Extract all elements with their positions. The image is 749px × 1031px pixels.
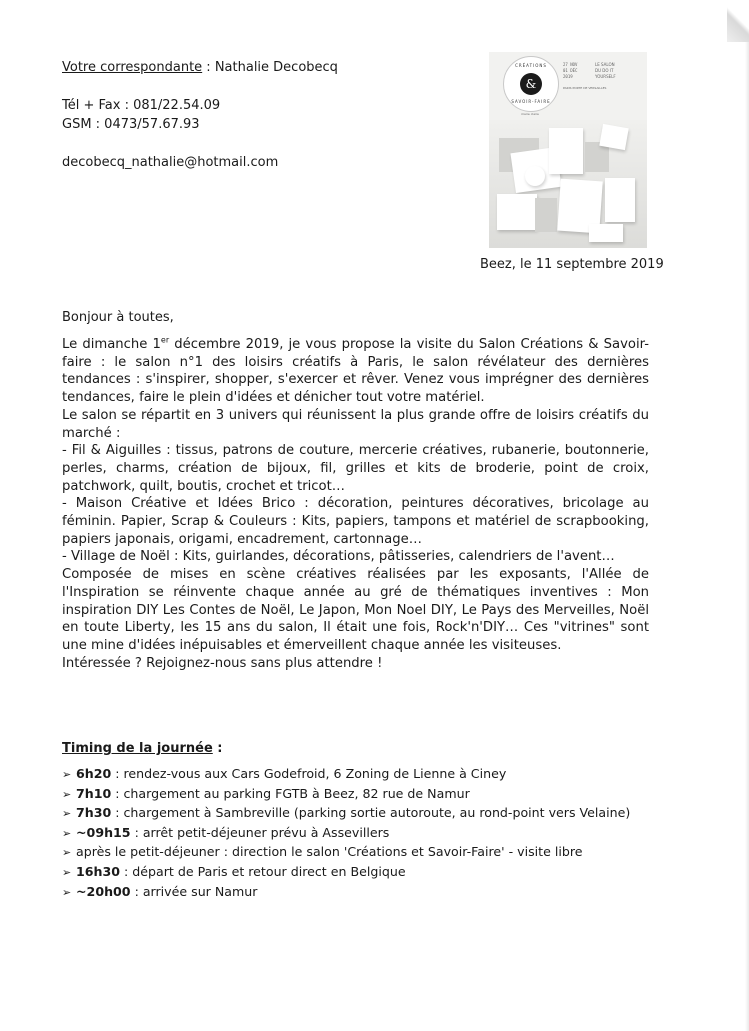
- schedule-text: : départ de Paris et retour direct en Belgique: [124, 863, 406, 879]
- schedule-text: : chargement à Sambreville (parking sortie autoroute, au rond-point vers Velaine): [115, 805, 631, 821]
- poster-dates: 27 NOV 01 DÉC 2019: [563, 62, 578, 79]
- intro-part1: Le dimanche 1: [62, 337, 161, 352]
- schedule-item: [62, 883, 702, 903]
- correspondent-line: [62, 58, 338, 77]
- arrow-bullet-icon: ➢: [62, 865, 72, 879]
- timing-heading: [62, 741, 223, 756]
- arrow-bullet-icon: ➢: [62, 807, 72, 821]
- body-paragraph: - Fil & Aiguilles : tissus, patrons de couture, mercerie créatives, rubanerie, boutonnerie, perles, charms, création de bijoux, fil, grilles et kits de broderie, point de croix, patchwork, quilt, boutis, crochet et tricot…: [62, 443, 649, 494]
- arrow-bullet-icon: ➢: [62, 846, 72, 860]
- contact-block: [62, 58, 338, 172]
- intro-part2: décembre 2019, je vous propose la visite du Salon Créations & Savoir-faire : le salon n°1 des loisirs créatifs à Paris, le salon révélateur des dernières tendances : s'inspirer, shopper, s'exercer et rêver. Venez vous imprégner des dernières tendances, faire le plein d'idées et dénicher tout votre matériel.: [62, 337, 649, 406]
- intro-superscript: er: [160, 335, 170, 345]
- correspondent-name: Nathalie Decobecq: [214, 60, 338, 75]
- letter-date: Beez, le 11 septembre 2019: [480, 257, 664, 272]
- schedule-item: [62, 824, 702, 844]
- gsm-line: GSM : 0473/57.67.93: [62, 117, 200, 132]
- schedule-time: 7h30: [76, 805, 112, 821]
- schedule-text: après le petit-déjeuner : direction le salon 'Créations et Savoir-Faire' - visite libre: [76, 844, 583, 860]
- schedule-time: ~20h00: [76, 883, 131, 899]
- schedule-item: [62, 843, 702, 863]
- email-address[interactable]: decobecq_nathalie@hotmail.com: [62, 155, 279, 170]
- timing-colon: :: [212, 741, 223, 756]
- schedule-text: : chargement au parking FGTB à Beez, 82 rue de Namur: [115, 785, 470, 801]
- letter-body: [62, 336, 649, 672]
- poster-place: PARIS PORTE DE VERSAILLES: [563, 86, 607, 90]
- schedule-time: ~09h15: [76, 824, 131, 840]
- schedule-text: : arrêt petit-déjeuner prévu à Assevillers: [134, 824, 390, 840]
- body-paragraph: Intéressée ? Rejoignez-nous sans plus attendre !: [62, 655, 383, 671]
- page-edge-shadow: [745, 0, 749, 1031]
- logo-text-top: CRÉATIONS: [515, 63, 547, 68]
- phone-line: Tél + Fax : 081/22.54.09: [62, 98, 221, 113]
- schedule-time: 7h10: [76, 785, 112, 801]
- body-paragraph: Composée de mises en scène créatives réalisées par les exposants, l'Allée de l'Inspiration se réinvente chaque année au gré de thématiques inventives : Mon inspiration DIY Les Contes de Noël, Le Japon, Mon Noel DIY, Le Pays des Merveilles, Noël en toute Liberty, les 15 ans du salon, Il était une fois, Rock'n'DIY… Ces "vitrines" sont une mine d'idées inépuisables et émerveillent chaque année les visiteuses.: [62, 567, 649, 653]
- ampersand-icon: &: [520, 73, 542, 95]
- schedule-time: 6h20: [76, 766, 112, 781]
- logo-brand: marie claire: [521, 112, 539, 116]
- poster-salon-text: LE SALON DU DO IT YOURSELF: [595, 62, 616, 79]
- schedule-time: 16h30: [76, 863, 121, 879]
- salon-poster-image: [489, 52, 647, 248]
- arrow-bullet-icon: ➢: [62, 826, 72, 840]
- poster-artwork: [489, 120, 647, 248]
- arrow-bullet-icon: ➢: [62, 787, 72, 801]
- schedule-item: [62, 804, 702, 824]
- arrow-bullet-icon: ➢: [62, 885, 72, 899]
- correspondent-separator: :: [202, 60, 215, 75]
- timing-title: Timing de la journée: [62, 741, 213, 756]
- schedule-item: [62, 863, 702, 883]
- page-curl: [727, 0, 749, 42]
- schedule-list: [62, 765, 702, 902]
- body-paragraph: - Village de Noël : Kits, guirlandes, décorations, pâtisseries, calendriers de l'avent…: [62, 549, 615, 565]
- body-paragraph: Le salon se répartit en 3 univers qui réunissent la plus grande offre de loisirs créatifs du marché :: [62, 407, 649, 441]
- greeting: Bonjour à toutes,: [62, 310, 174, 325]
- correspondent-label: Votre correspondante: [62, 60, 203, 75]
- arrow-bullet-icon: ➢: [62, 768, 72, 781]
- logo-text-bottom: SAVOIR-FAIRE: [511, 99, 551, 104]
- body-paragraph: - Maison Créative et Idées Brico : décoration, peintures décoratives, bricolage au féminin. Papier, Scrap & Couleurs : Kits, papiers, tampons et matériel de scrapbooking, papiers japonais, origami, encadrement, cartonnage…: [62, 496, 649, 547]
- schedule-item: [62, 785, 702, 805]
- schedule-text: : arrivée sur Namur: [134, 883, 258, 899]
- schedule-item: [62, 765, 702, 785]
- schedule-text: : rendez-vous aux Cars Godefroid, 6 Zoning de Lienne à Ciney: [115, 766, 507, 781]
- intro-paragraph: [62, 336, 649, 407]
- salon-logo: [503, 56, 559, 112]
